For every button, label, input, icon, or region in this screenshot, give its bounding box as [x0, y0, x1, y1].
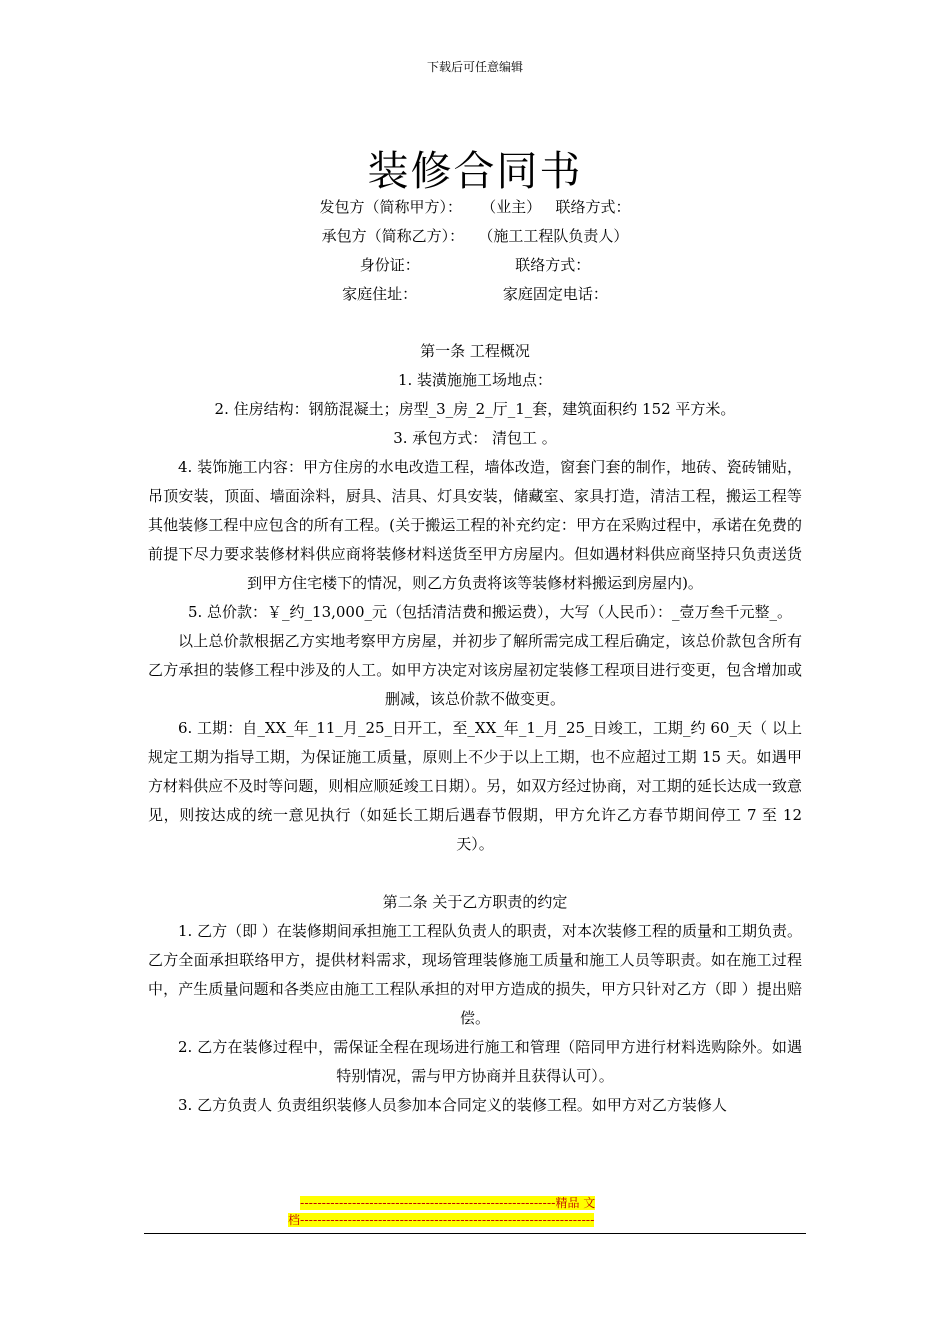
party-b-line: [148, 222, 802, 251]
contract-body: [148, 193, 802, 1120]
id-label: 身份证：: [359, 256, 420, 274]
article1-item1: 1. 装潢施施工场地点：: [397, 371, 553, 389]
party-b-label: 承包方（简称乙方）：: [321, 227, 465, 245]
footer-watermark: [288, 1195, 662, 1229]
address-line: [148, 280, 802, 309]
article1-item5: 5. 总价款：￥_约_13,000_元（包括清洁费和搬运费），大写（人民币）：_壹万叁千元整_。: [187, 603, 793, 621]
article1-heading: 第一条 工程概况: [420, 342, 530, 360]
footer-line1: -----------------------------------------------------------精品 文: [300, 1196, 596, 1210]
footer-divider: [144, 1233, 806, 1234]
address-label: 家庭住址：: [342, 285, 418, 303]
id-line: [148, 251, 802, 280]
party-a-role: （业主）: [481, 198, 542, 216]
article1-item5-note: 以上总价款根据乙方实地考察甲方房屋，并初步了解所需完成工程后确定，该总价款包含所有乙方承担的装修工程中涉及的人工。如甲方决定对该房屋初定装修工程项目进行变更，包含增加或删减，该总价款不做变更。: [148, 632, 802, 708]
article2-item1: 1. 乙方（即 ）在装修期间承担施工工程队负责人的职责，对本次装修工程的质量和工期负责。乙方全面承担联络甲方，提供材料需求，现场管理装修施工质量和施工人员等职责。如在施工过程中，产生质量问题和各类应由施工工程队承担的对甲方造成的损失，甲方只针对乙方（即 ）提出赔偿。: [148, 922, 802, 1027]
article1-item4: 4. 装饰施工内容：甲方住房的水电改造工程，墙体改造，窗套门套的制作，地砖、瓷砖铺贴，吊顶安装，顶面、墙面涂料，厨具、洁具、灯具安装，储藏室、家具打造，清洁工程，搬运工程等其他装修工程中应包含的所有工程。(关于搬运工程的补充约定：甲方在采购过程中，承诺在免费的前提下尽力要求装修材料供应商将装修材料送货至甲方房屋内。但如遇材料供应商坚持只负责送货到甲方住宅楼下的情况，则乙方负责将该等装修材料搬运到房屋内)。: [148, 458, 802, 592]
party-a-line: [148, 193, 802, 222]
id-contact-label: 联络方式：: [515, 256, 591, 274]
party-a-contact: 联络方式：: [555, 198, 631, 216]
home-phone-label: 家庭固定电话：: [502, 285, 608, 303]
header-note: 下载后可任意编辑: [426, 60, 523, 74]
article1-item3: 3. 承包方式： 清包工 。: [393, 429, 557, 447]
page-title: 装修合同书: [367, 147, 583, 195]
party-b-role: （施工工程队负责人）: [478, 227, 629, 245]
party-a-label: 发包方（简称甲方）：: [319, 198, 463, 216]
footer-line2: 档--------------------------------------------------------------------: [288, 1213, 595, 1227]
article2-item2: 2. 乙方在装修过程中，需保证全程在现场进行施工和管理（陪同甲方进行材料选购除外。如遇特别情况，需与甲方协商并且获得认可）。: [178, 1038, 802, 1085]
article1-item2: 2. 住房结构：钢筋混凝土；房型_3_房_2_厅_1_套，建筑面积约 152 平方米。: [214, 400, 736, 418]
article1-item6: 6. 工期：自_XX_年_11_月_25_日开工，至_XX_年_1_月_25_日竣工，工期_约 60_天（ 以上规定工期为指导工期，为保证施工质量，原则上不少于以上工期，也不应超过工期 15 天。如遇甲方材料供应不及时等问题，则相应顺延竣工日期）。另，如双方经过协商，对工期的延长达成一致意见，则按达成的统一意见执行（如延长工期后遇春节假期，甲方允许乙方春节期间停工 7 至 12 天）。: [148, 719, 802, 853]
article2-heading: 第二条 关于乙方职责的约定: [382, 893, 568, 911]
article2-item3: 3. 乙方负责人 负责组织装修人员参加本合同定义的装修工程。如甲方对乙方装修人: [178, 1096, 727, 1114]
